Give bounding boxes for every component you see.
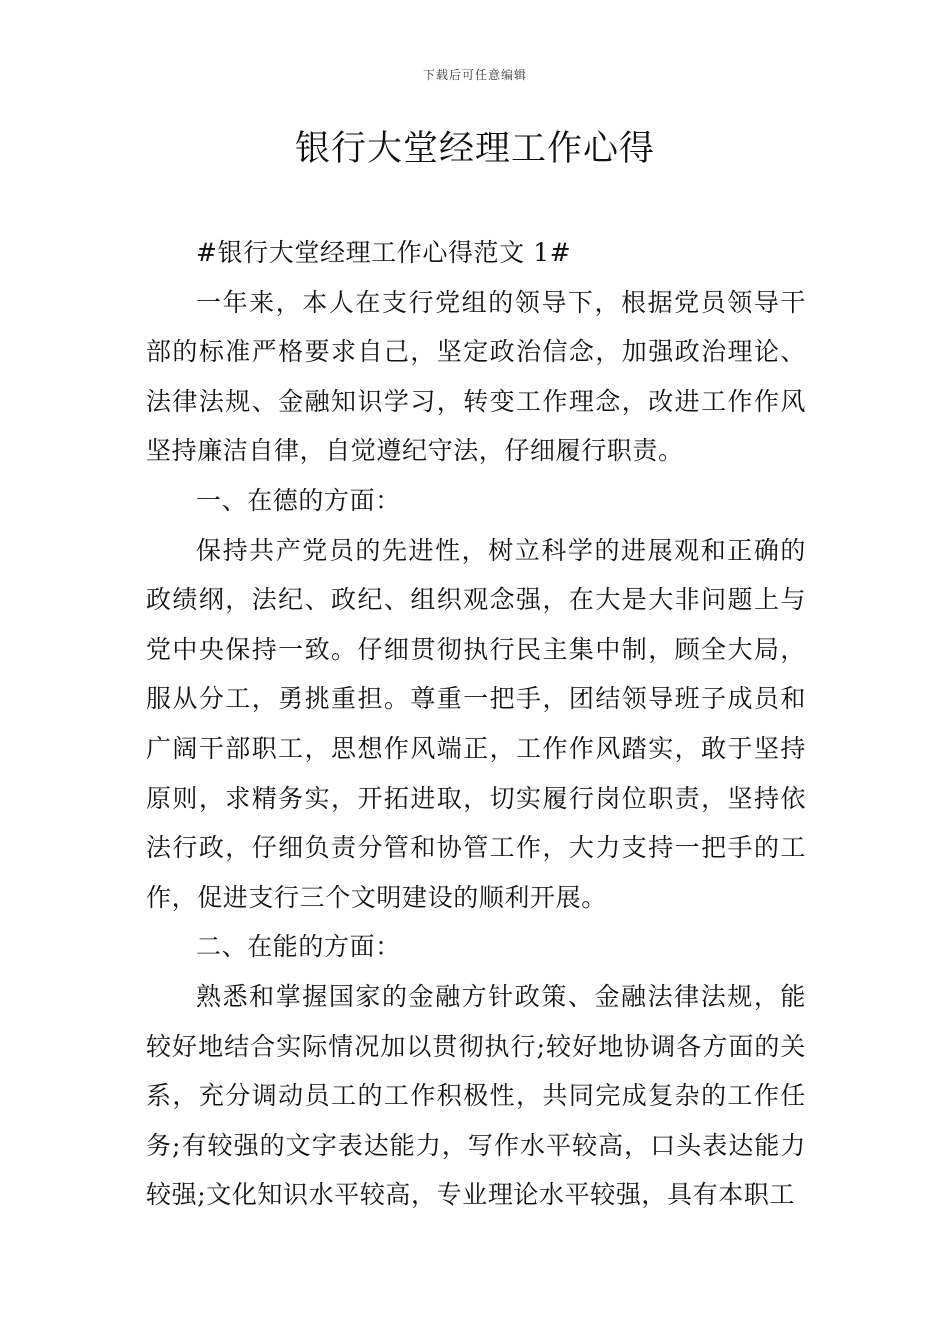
section-heading: #银行大堂经理工作心得范文 1#	[196, 238, 572, 267]
body-paragraph: 一年来，本人在支行党组的领导下，根据党员领导干部的标准严格要求自己，坚定政治信念，加强政治理论、法律法规、金融知识学习，转变工作理念，改进工作作风坚持廉洁自律，自觉遵纪守法，仔细履行职责。	[146, 287, 806, 466]
body-paragraph: 熟悉和掌握国家的金融方针政策、金融法律法规，能较好地结合实际情况加以贯彻执行;较好地协调各方面的关系，充分调动员工的工作积极性，共同完成复杂的工作任务;有较强的文字表达能力，写作水平较高，口头表达能力较强;文化知识水平较高，专业理论水平较强，具有本职工	[146, 981, 806, 1210]
section-heading: 一、在德的方面：	[196, 485, 401, 515]
document-title: 银行大堂经理工作心得	[294, 129, 655, 169]
header-note: 下载后可任意编辑	[422, 68, 527, 82]
body-paragraph: 保持共产党员的先进性，树立科学的进展观和正确的政绩纲，法纪、政纪、组织观念强，在大是大非问题上与党中央保持一致。仔细贯彻执行民主集中制，顾全大局，服从分工，勇挑重担。尊重一把手，团结领导班子成员和广阔干部职工，思想作风端正，工作作风踏实，敢于坚持原则，求精务实，开拓进取，切实履行岗位职责，坚持依法行政，仔细负责分管和协管工作，大力支持一把手的工作，促进支行三个文明建设的顺利开展。	[146, 535, 806, 912]
document-body	[146, 228, 806, 1220]
section-heading: 二、在能的方面：	[196, 932, 401, 962]
